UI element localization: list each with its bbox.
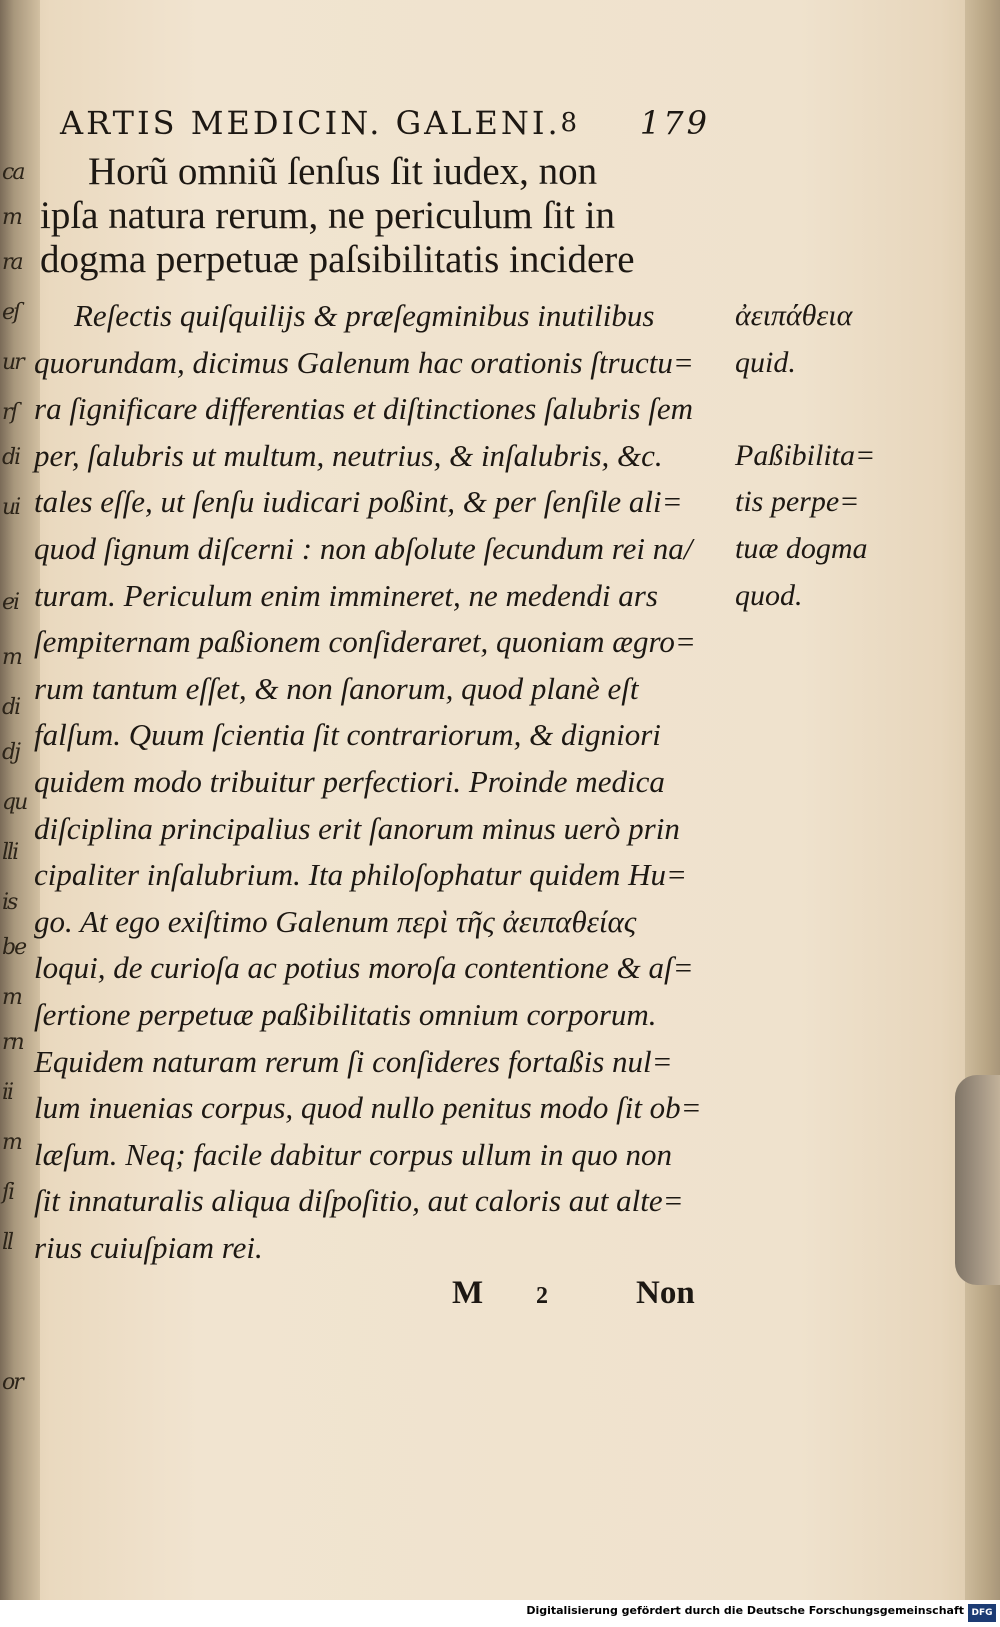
body-line: Reſectis quiſquilijs & præſegminibus inutilibus — [74, 298, 655, 333]
body-line: cipaliter inſalubrium. Ita philoſophatur quidem Hu= — [34, 857, 687, 893]
gutter-fragment: or — [2, 1370, 22, 1395]
gutter-fragment: ll — [2, 1230, 13, 1255]
page-number: 179 — [639, 104, 710, 142]
body-line: go. At ego exiſtimo Galenum περὶ τῆς ἀειπαθείας — [34, 903, 637, 939]
body-line: rum tantum eſſet, & non ſanorum, quod planè eſt — [34, 670, 639, 706]
body-line: ſempiternam paßionem conſideraret, quoniam ægro= — [34, 624, 696, 660]
gutter-fragment: m — [2, 645, 21, 670]
body-line: ra ſignificare differentias et diſtinctiones ſalubris ſem — [34, 391, 693, 427]
marginal-notes — [735, 293, 955, 619]
gutter-fragment: qu — [2, 790, 27, 815]
gutter-fragment: ur — [2, 350, 23, 375]
body-line: tales eſſe, ut ſenſu iudicari poßint, & per ſenſile ali= — [34, 484, 683, 520]
gutter-fragment: ei — [2, 590, 19, 615]
body-paragraph — [34, 293, 724, 1271]
heading-line: dogma perpetuæ paſsibilitatis incidere — [40, 238, 635, 281]
gutter-fragment: is — [2, 890, 17, 915]
body-line: Equidem naturam rerum ſi conſideres fortaßis nul= — [34, 1043, 673, 1079]
body-line: per, ſalubris ut multum, neutrius, & inſalubris, &c. — [34, 437, 663, 473]
body-line: falſum. Quum ſcientia ſit contrariorum, & digniori — [34, 717, 661, 753]
gutter-fragment: ii — [2, 1080, 13, 1105]
gutter-fragment: eſ — [2, 300, 20, 325]
gutter-fragment: m — [2, 205, 21, 230]
margin-note-line: quod. — [735, 578, 803, 612]
body-line: læſum. Neq; facile dabitur corpus ullum in quo non — [34, 1136, 673, 1172]
gutter-fragment: di — [2, 445, 20, 470]
running-head-title: ARTIS MEDICIN. GALENI. — [60, 104, 561, 142]
body-line: quod ſignum diſcerni : non abſolute ſecundum rei na/ — [34, 530, 693, 566]
signature-mark: 8 — [560, 108, 581, 138]
gutter-fragment: ca — [2, 160, 24, 185]
body-line: turam. Periculum enim immineret, ne medendi ars — [34, 577, 658, 613]
body-line: lum inuenias corpus, quod nullo penitus modo ſit ob= — [34, 1090, 702, 1126]
digitization-footer — [0, 1600, 1000, 1627]
body-line: quorundam, dicimus Galenum hac orationis ſtructu= — [34, 344, 694, 380]
gutter-fragment: m — [2, 1130, 21, 1155]
margin-note-line: tuæ dogma — [735, 531, 868, 565]
signature-number: 2 — [536, 1283, 548, 1309]
heading-line: Horũ omniũ ſenſus ſit iudex, non — [88, 150, 598, 193]
dfg-logo-icon: DFG — [968, 1604, 996, 1622]
margin-note-line: quid. — [735, 345, 796, 379]
signature-letter: M — [452, 1275, 484, 1311]
gutter-fragment: m — [2, 985, 21, 1010]
footer-credit: Digitalisierung gefördert durch die Deutsche Forschungsgemeinschaft — [526, 1604, 964, 1617]
gutter-fragment: lli — [2, 840, 18, 865]
gutter-fragment: ſi — [2, 1180, 14, 1205]
gutter-fragment: rſ — [2, 400, 17, 425]
body-line: rius cuiuſpiam rei. — [34, 1229, 263, 1265]
body-line: ſit innaturalis aliqua diſpoſitio, aut caloris aut alte= — [34, 1183, 684, 1219]
book-clasp — [955, 1075, 1000, 1285]
heading-line: ipſa natura rerum, ne periculum ſit in — [40, 194, 616, 237]
body-line: diſciplina principalius erit ſanorum minus uerò prin — [34, 810, 680, 846]
body-line: quidem modo tribuitur perfectiori. Proinde medica — [34, 763, 665, 799]
margin-note-line: Paßibilita= — [735, 438, 876, 472]
section-heading — [40, 150, 720, 282]
page-edge — [965, 0, 1000, 1600]
body-line: loqui, de curioſa ac potius moroſa contentione & aſ= — [34, 950, 694, 986]
margin-note-line: tis perpe= — [735, 485, 860, 519]
running-head — [60, 98, 710, 148]
margin-note-line — [735, 386, 955, 433]
gutter-fragment: ui — [2, 495, 20, 520]
gutter-fragment: be — [2, 935, 26, 960]
gutter-fragment: ra — [2, 250, 22, 275]
gutter-fragment: dj — [2, 740, 19, 765]
margin-note-line: ἀειπάθεια — [735, 299, 853, 332]
gutter-fragment: rn — [2, 1030, 23, 1055]
gutter-fragment: di — [2, 695, 20, 720]
body-line: ſertione perpetuæ paßibilitatis omnium corporum. — [34, 996, 657, 1032]
catchword: Non — [636, 1275, 695, 1311]
